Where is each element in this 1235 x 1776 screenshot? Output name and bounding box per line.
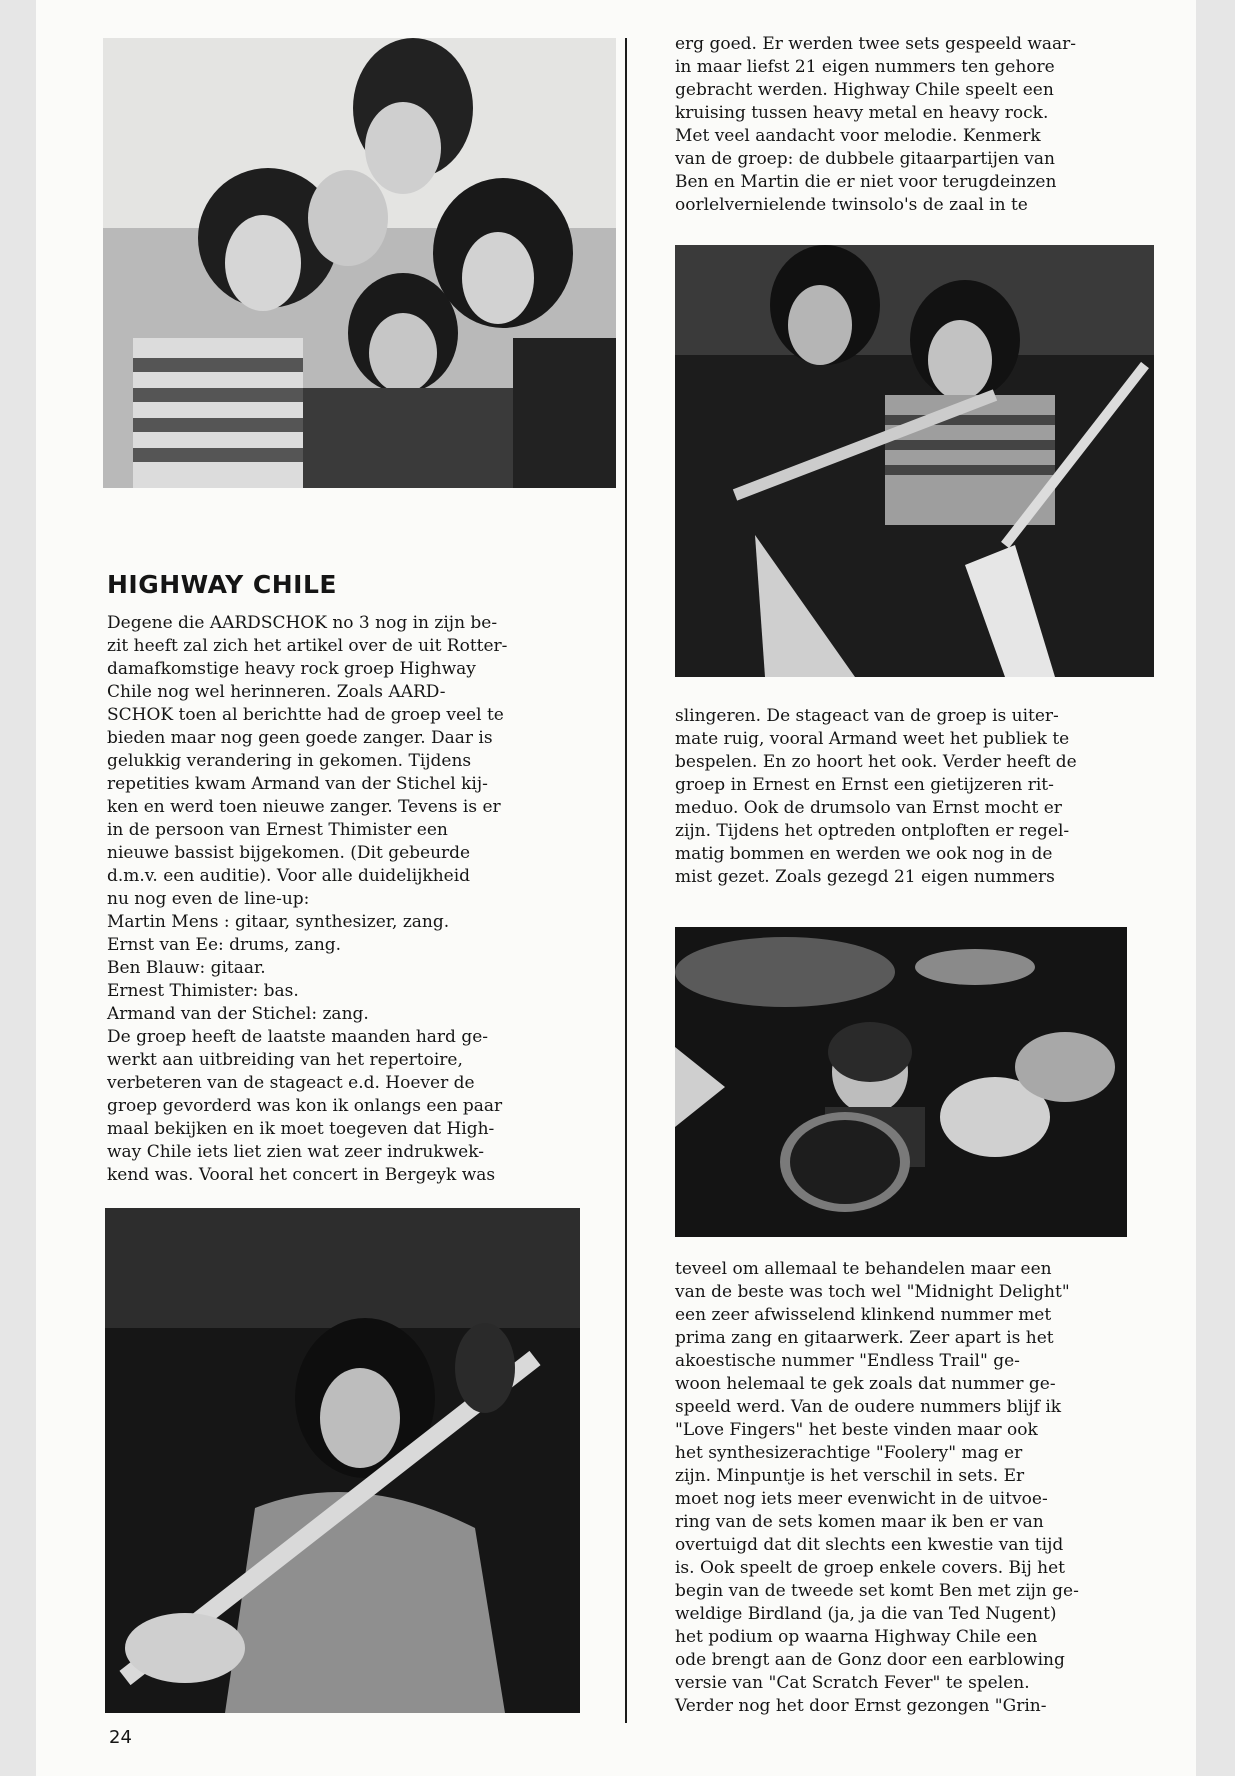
column-divider	[625, 38, 627, 1723]
article-col2-bottom-text: teveel om allemaal te behandelen maar een van de beste was toch wel "Midnight Delight" een zeer afwisselend klinkend nummer met prima zang en gitaarwerk. Zeer apart is het akoestische nummer "Endless Trail" ge- woon helemaal te gek zoals dat nummer ge- speeld werd. Van de oudere nummers blijf ik "Love Fingers" het beste vinden maar ook het synthesizerachtige "Foolery" mag er zijn. Minpuntje is het verschil in sets. Er moet nog iets meer evenwicht in de uitvoe- ring van de sets komen maar ik ben er van overtuigd dat dit slechts een kwestie van tijd is. Ook speelt de groep enkele covers. Bij het begin van de tweede set komt Ben met zijn ge- weldige Birdland (ja, ja die van Ted Nugent) het podium op waarna Highway Chile een ode brengt aan de Gonz door een earblowing versie van "Cat Scratch Fever" te spelen. Verder nog het door Ernst gezongen "Grin-	[675, 1259, 1079, 1716]
article-col1-text: Degene die AARDSCHOK no 3 nog in zijn be- zit heeft zal zich het artikel over de uit Rotter- damafkomstige heavy rock groep Highway Chile nog wel herinneren. Zoals AARD- SCHOK toen al berichtte had de groep veel te bieden maar nog geen goede zanger. Daar is gelukkig verandering in gekomen. Tijdens repetities kwam Armand van der Stichel kij- ken en werd toen nieuwe zanger. Tevens is er in de persoon van Ernest Thimister een nieuwe bassist bijgekomen. (Dit gebeurde d.m.v. een auditie). Voor alle duidelijkheid nu nog even de line-up: Martin Mens : gitaar, synthesizer, zang. Ernst van Ee: drums, zang. Ben Blauw: gitaar. Ernest Thimister: bas. Armand van der Stichel: zang. De groep heeft de laatste maanden hard ge- werkt aan uitbreiding van het repertoire, verbeteren van de stageact e.d. Hoever de groep gevorderd was kon ik onlangs een paar maal bekijken en ik moet toegeven dat High- way Chile iets liet zien wat zeer indrukwek- kend was. Vooral het concert in Bergeyk was	[107, 613, 508, 1185]
article-col2-mid-text: slingeren. De stageact van de groep is uiter- mate ruig, vooral Armand weet het publiek te bespelen. En zo hoort het ook. Verder heeft de groep in Ernest en Ernst een gietijzeren rit- meduo. Ook de drumsolo van Ernst mocht er zijn. Tijdens het optreden ontploften er regel- matig bommen en werden we ook nog in de mist gezet. Zoals gezegd 21 eigen nummers	[675, 706, 1077, 887]
band-group-photo	[103, 38, 616, 488]
bassist-photo	[105, 1208, 580, 1713]
article-col2-top-text: erg goed. Er werden twee sets gespeeld waar- in maar liefst 21 eigen nummers ten gehore gebracht werden. Highway Chile speelt een kruising tussen heavy metal en heavy rock. Met veel aandacht voor melodie. Kenmerk van de groep: de dubbele gitaarpartijen van Ben en Martin die er niet voor terugdeinzen oorlelvernielende twinsolo's de zaal in te	[675, 34, 1077, 215]
page-number: 24	[109, 1727, 132, 1748]
article-heading: HIGHWAY CHILE	[107, 570, 337, 599]
drummer-photo	[675, 927, 1127, 1237]
guitarists-photo	[675, 245, 1154, 677]
